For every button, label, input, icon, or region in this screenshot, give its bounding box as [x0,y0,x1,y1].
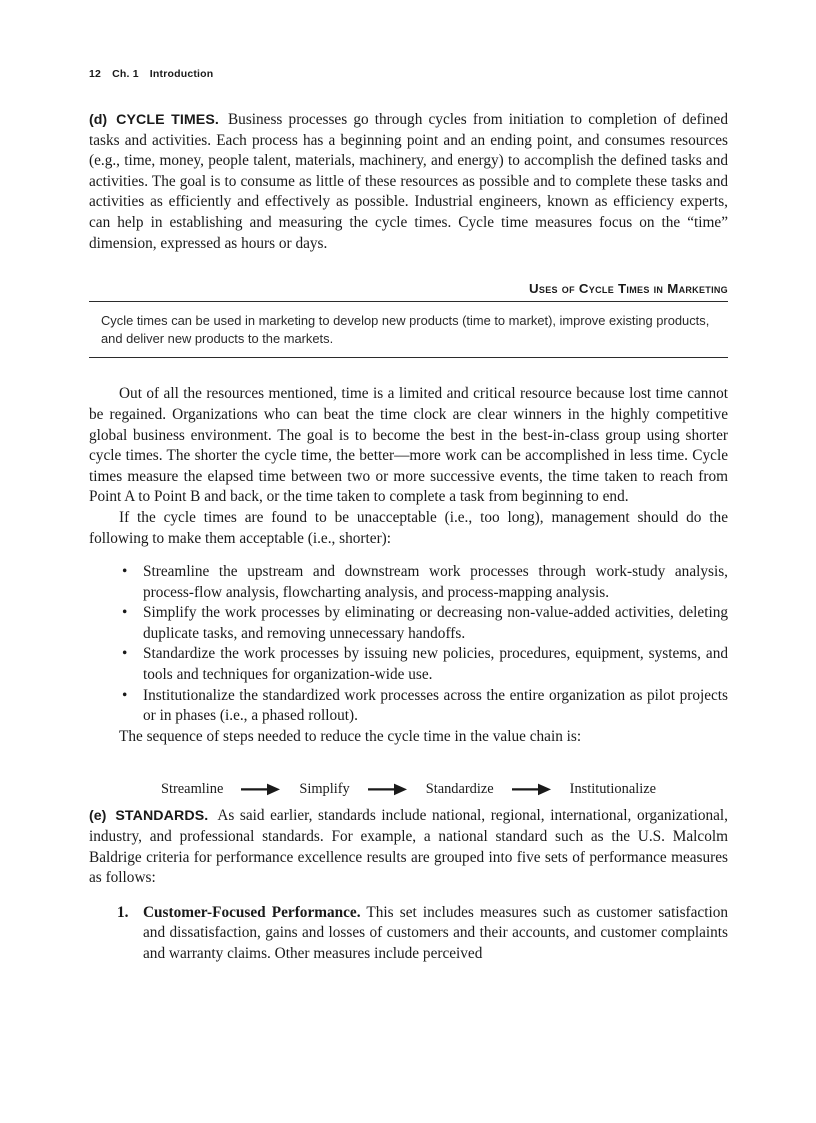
paragraph-sequence-intro: The sequence of steps needed to reduce the cycle time in the value chain is: [119,727,582,745]
section-e-paragraph [89,806,728,888]
chapter-title: Introduction [149,68,214,80]
performance-measures-list [89,903,728,965]
arrow-right-icon [360,781,416,797]
running-head [89,68,728,80]
section-d-label: (d) [89,112,108,128]
list-item-text: Simplify the work processes by eliminating or decreasing non-value-added activities, deleting duplicate tasks, and removing unnecessary handoffs. [143,604,728,642]
callout-rule-bottom [89,357,728,358]
arrow-right-icon [233,781,289,797]
callout-body: Cycle times can be used in marketing to develop new products (time to market), improve existing products, and deliver new products to the markets. [101,313,710,346]
section-d-text: Business processes go through cycles from initiation to completion of defined tasks and activities. Each process has a beginning point and an ending point, and consumes resources (e.g., time, money, people talent, materials, machinery, and energy) to accomplish the defined tasks and activities. The goal is to consume as little of these resources as possible and to complete these tasks and activities as efficiently and effectively as possible. Industrial engineers, known as efficiency experts, can help in establishing and measuring the cycle times. Cycle time measures focus on the “time” dimension, expressed as hours or days. [89,111,728,252]
flow-step-institutionalize: Institutionalize [569,781,656,798]
callout-title: Uses of Cycle Times in Marketing [529,281,728,297]
cycle-time-flow-diagram [89,780,728,798]
list-item-number: 1. [117,903,129,921]
flow-step-standardize: Standardize [425,781,494,798]
bullet-icon: • [122,604,128,622]
section-e-heading: STANDARDS. [115,808,209,825]
list-item-text: Standardize the work processes by issuing new policies, procedures, equipment, systems, and tools and techniques for organization-wide use. [143,645,728,684]
list-item-text: Streamline the upstream and downstream work processes through work-study analysis, process-flow analysis, flowcharting analysis, and process-mapping analysis. [143,563,728,601]
section-d-paragraph [89,110,728,254]
flow-step-streamline: Streamline [161,781,224,798]
list-item [89,603,728,644]
page-number: 12 [89,68,102,80]
chapter-label: Ch. 1 [112,68,139,80]
list-item-lead: Customer-Focused Performance. [143,903,361,921]
callout-box [89,281,728,358]
bullet-icon: • [122,563,128,581]
paragraph-unacceptable: If the cycle times are found to be unacceptable (i.e., too long), management should do the following to make them acceptable (i.e., shorter): [89,508,728,547]
bullet-icon: • [122,686,128,704]
improvement-bullet-list [89,562,728,727]
paragraph-time-resource: Out of all the resources mentioned, time is a limited and critical resource because lost time cannot be regained. Organizations who can beat the time clock are clear winners in the highly competitive global business environment. The goal is to become the best in the best-in-class group using shorter cycle times. The shorter the cycle time, the better—more work can be accomplished in less time. Cycle times measure the elapsed time between two or more successive events, the time taken to reach from Point A to Point B and back, or the time taken to complete a task from beginning to end. [89,385,728,506]
list-item [89,644,728,685]
list-item [89,686,728,727]
bullet-icon: • [122,645,128,663]
list-item-text: Institutionalize the standardized work processes across the entire organization as pilot projects or in phases (i.e., a phased rollout). [143,686,728,725]
section-e-text: As said earlier, standards include national, regional, international, organizational, industry, and professional standards. For example, a national standard such as the U.S. Malcolm Baldrige criteria for performance excellence results are grouped into five sets of performance measures as follows: [89,807,728,887]
section-e-label: (e) [89,808,107,825]
arrow-right-icon [504,781,560,797]
list-item-text: This set includes measures such as customer satisfaction and dissatisfaction, gains and losses of customers and their accounts, and customer complaints and warranty claims. Other measures include perceived [143,903,729,962]
flow-step-simplify: Simplify [299,781,350,798]
page-content [89,68,728,965]
section-d-heading: CYCLE TIMES. [116,112,219,128]
list-item [89,562,728,603]
list-item [89,903,728,965]
